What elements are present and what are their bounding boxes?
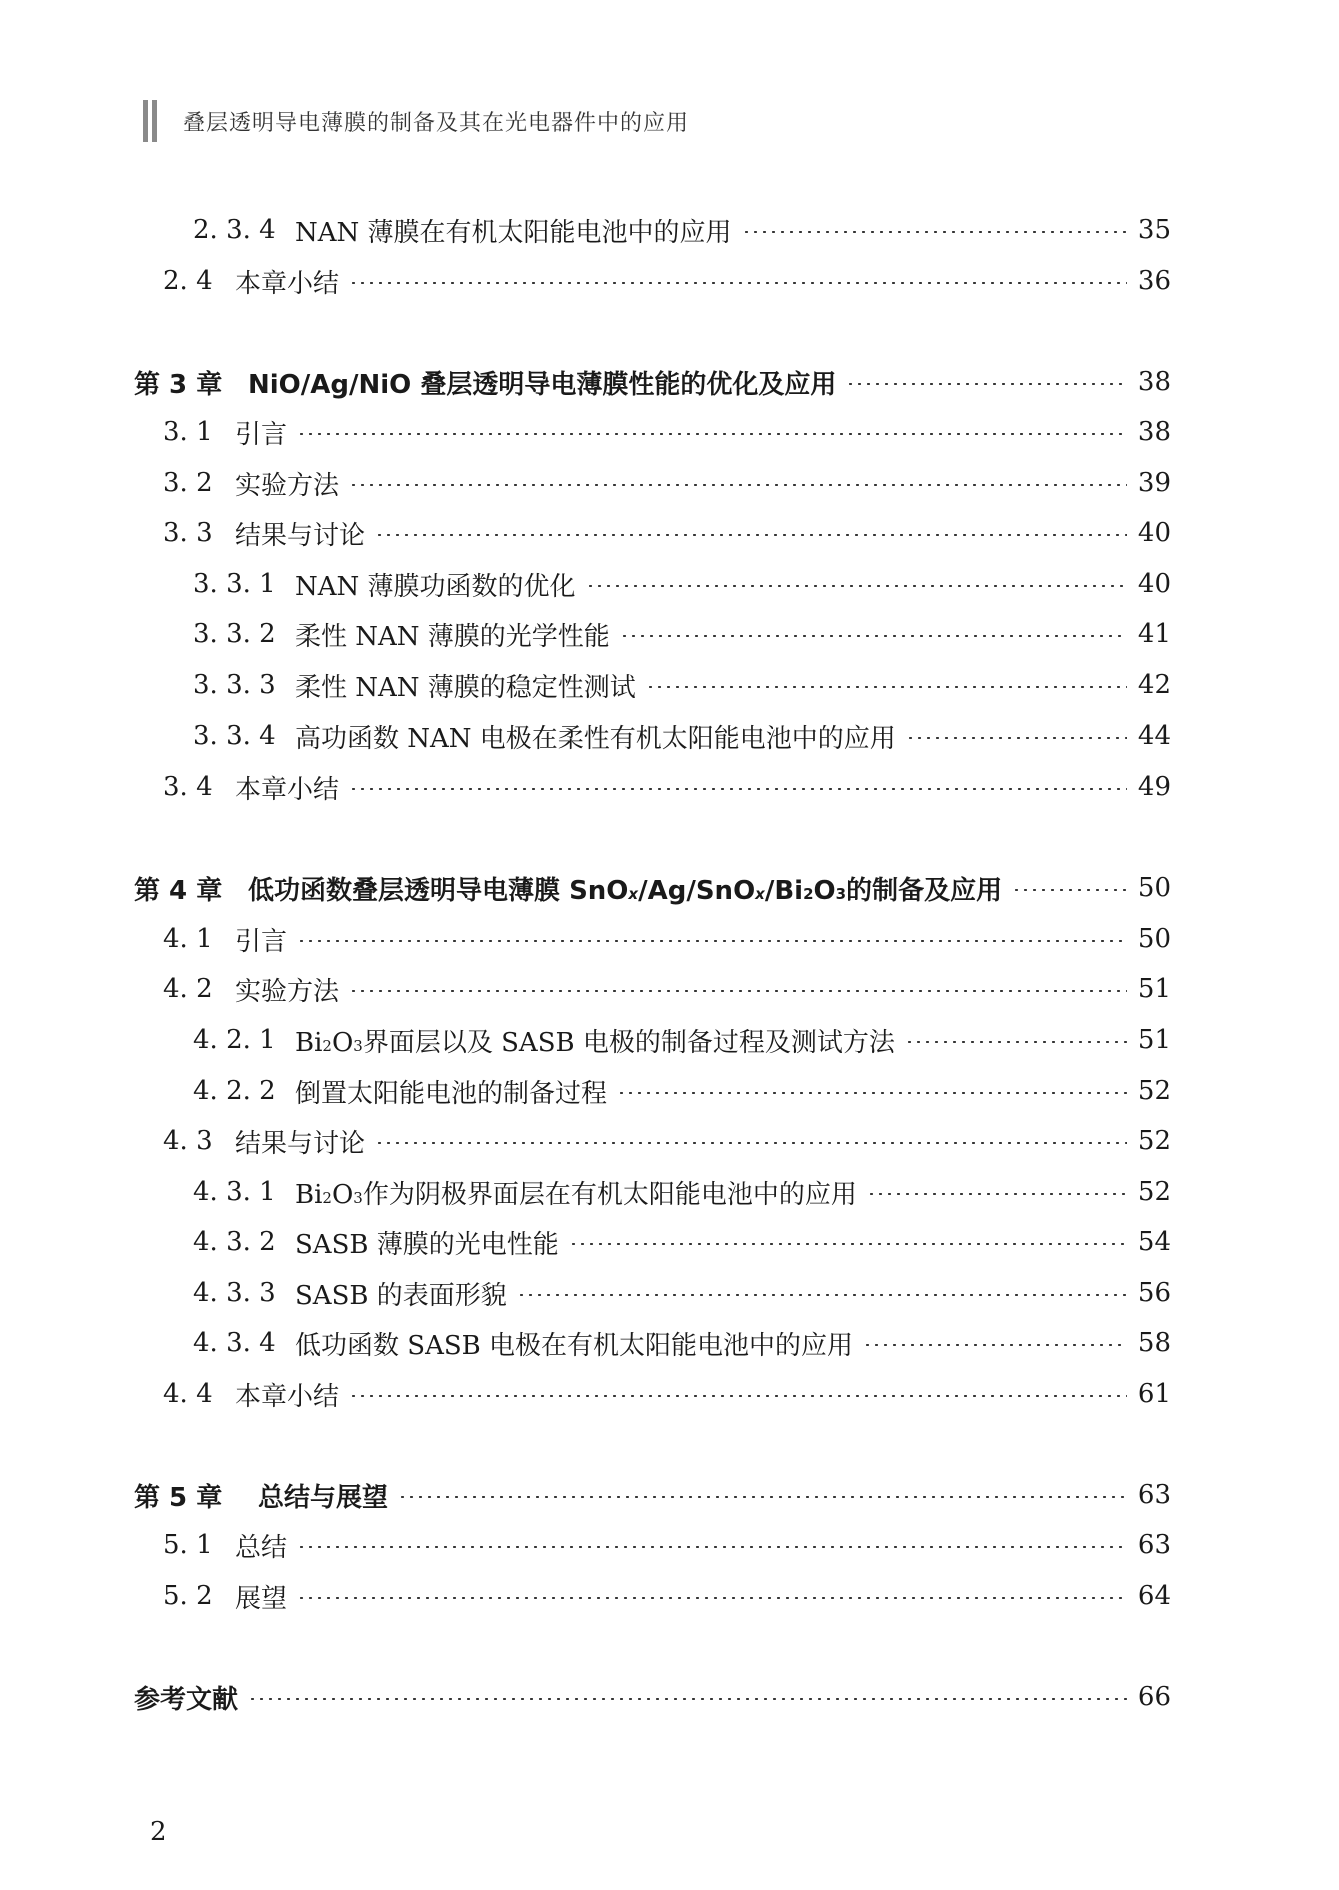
toc-leader-dots — [375, 1142, 1127, 1144]
toc-leader-dots — [297, 433, 1127, 435]
toc-entry-title: 高功函数 NAN 电极在柔性有机太阳能电池中的应用 — [295, 723, 896, 754]
toc-entry — [0, 562, 1339, 606]
toc-leader-dots — [248, 1698, 1127, 1700]
toc-entry-title: 总结与展望 — [258, 1482, 389, 1513]
toc-leader-dots — [349, 282, 1127, 284]
toc-entry — [0, 917, 1339, 961]
toc-entry-title: 总结 — [235, 1532, 288, 1563]
toc-entry — [0, 1321, 1339, 1365]
toc-entry-page: 44 — [1137, 721, 1171, 751]
toc-leader-dots — [867, 1193, 1127, 1195]
toc-entry-number: 2. 3. 4 — [193, 215, 276, 245]
toc-entry-title: 柔性 NAN 薄膜的稳定性测试 — [295, 672, 636, 703]
toc-entry-number: 4. 2. 1 — [193, 1025, 276, 1055]
toc-leader-dots — [297, 940, 1127, 942]
toc-entry-page: 49 — [1137, 772, 1171, 802]
toc-entry-title: 引言 — [235, 926, 288, 957]
toc-leader-dots — [863, 1344, 1127, 1346]
toc-entry-title: 低功函数 SASB 电极在有机太阳能电池中的应用 — [295, 1330, 854, 1361]
toc-entry-page: 66 — [1137, 1682, 1171, 1712]
toc-entry-title: NiO/Ag/NiO 叠层透明导电薄膜性能的优化及应用 — [248, 369, 837, 400]
toc-leader-dots — [846, 383, 1127, 385]
toc-entry-number: 3. 3. 3 — [193, 670, 276, 700]
toc-entry-page: 61 — [1137, 1379, 1171, 1409]
toc-entry-title: SASB 薄膜的光电性能 — [295, 1229, 559, 1260]
toc-entry-page: 39 — [1137, 468, 1171, 498]
toc-entry-page: 38 — [1137, 367, 1171, 397]
toc-leader-dots — [375, 534, 1127, 536]
toc-entry — [0, 208, 1339, 252]
toc-entry-number: 3. 3. 1 — [193, 569, 276, 599]
toc-entry-page: 52 — [1137, 1177, 1171, 1207]
toc-entry-page: 40 — [1137, 518, 1171, 548]
toc-entry-page: 56 — [1137, 1278, 1171, 1308]
toc-entry — [0, 461, 1339, 505]
toc-entry-number: 3. 2 — [163, 468, 213, 498]
toc-entry — [0, 1372, 1339, 1416]
toc-entry-title: 展望 — [235, 1583, 288, 1614]
toc-entry-number: 4. 3. 1 — [193, 1177, 276, 1207]
toc-leader-dots — [569, 1243, 1127, 1245]
toc-entry — [0, 714, 1339, 758]
toc-entry-number: 3. 4 — [163, 772, 213, 802]
toc-entry — [0, 1271, 1339, 1315]
toc-entry-page: 58 — [1137, 1328, 1171, 1358]
toc-entry-number: 4. 3. 4 — [193, 1328, 276, 1358]
toc-leader-dots — [349, 484, 1127, 486]
toc-entry-page: 64 — [1137, 1581, 1171, 1611]
toc-leader-dots — [906, 737, 1127, 739]
toc-entry-page: 63 — [1137, 1530, 1171, 1560]
page-number: 2 — [150, 1817, 167, 1847]
toc-entry-number: 4. 4 — [163, 1379, 213, 1409]
toc-leader-dots — [349, 1395, 1127, 1397]
toc-entry-title: Bi 2 O 3 界面层以及 SASB 电极的制备过程及测试方法 — [295, 1027, 895, 1058]
toc-entry — [0, 1069, 1339, 1113]
toc-entry — [0, 765, 1339, 809]
toc-entry-title: SASB 的表面形貌 — [295, 1280, 507, 1311]
toc-entry — [0, 1220, 1339, 1264]
toc-leader-dots — [297, 1597, 1127, 1599]
toc-entry-title: 本章小结 — [235, 1381, 340, 1412]
toc-entry-page: 41 — [1137, 619, 1171, 649]
toc-leader-dots — [586, 585, 1127, 587]
toc-entry-number: 第 4 章 — [134, 875, 223, 906]
toc-entry-number: 3. 3 — [163, 518, 213, 548]
toc-entry-title: 引言 — [235, 419, 288, 450]
toc-leader-dots — [349, 990, 1127, 992]
toc-entry — [0, 511, 1339, 555]
toc-entry-title: 低功函数叠层透明导电薄膜 SnO x /Ag/SnO x /Bi 2 O 3 的制备及应用 — [248, 875, 1003, 906]
toc-entry-title: 结果与讨论 — [235, 1128, 366, 1159]
toc-entry — [0, 1675, 1339, 1719]
toc-entry — [0, 866, 1339, 910]
toc-leader-dots — [742, 231, 1127, 233]
toc-leader-dots — [905, 1041, 1127, 1043]
toc-leader-dots — [398, 1496, 1127, 1498]
toc-leader-dots — [617, 1092, 1127, 1094]
toc-entry-page: 36 — [1137, 266, 1171, 296]
toc-entry — [0, 1018, 1339, 1062]
toc-entry-title: Bi 2 O 3 作为阴极界面层在有机太阳能电池中的应用 — [295, 1179, 857, 1210]
toc-entry-number: 2. 4 — [163, 266, 213, 296]
toc-entry — [0, 1574, 1339, 1618]
toc-entry-number: 4. 1 — [163, 924, 213, 954]
toc-entry-title: 实验方法 — [235, 470, 340, 501]
toc-entry-number: 第 5 章 — [134, 1482, 223, 1513]
toc-entry-page: 63 — [1137, 1480, 1171, 1510]
toc-entry-number: 4. 3. 3 — [193, 1278, 276, 1308]
toc-entry — [0, 1523, 1339, 1567]
toc-entry-number: 4. 3. 2 — [193, 1227, 276, 1257]
toc-entry — [0, 663, 1339, 707]
toc-entry-title: 本章小结 — [235, 268, 340, 299]
toc-entry-number: 4. 3 — [163, 1126, 213, 1156]
toc-entry-page: 50 — [1137, 873, 1171, 903]
toc-entry-title: 结果与讨论 — [235, 520, 366, 551]
toc-leader-dots — [297, 1546, 1127, 1548]
toc-entry — [0, 612, 1339, 656]
toc-entry-page: 52 — [1137, 1076, 1171, 1106]
toc-leader-dots — [1012, 889, 1127, 891]
toc-entry-page: 35 — [1137, 215, 1171, 245]
toc-entry-page: 38 — [1137, 417, 1171, 447]
toc-entry — [0, 360, 1339, 404]
toc-entry-number: 4. 2. 2 — [193, 1076, 276, 1106]
header-title: 叠层透明导电薄膜的制备及其在光电器件中的应用 — [183, 110, 690, 136]
toc-leader-dots — [349, 788, 1127, 790]
toc-entry — [0, 410, 1339, 454]
toc-entry-title: 参考文献 — [134, 1684, 239, 1715]
toc-entry-number: 3. 3. 2 — [193, 619, 276, 649]
toc-entry — [0, 967, 1339, 1011]
toc-entry-page: 52 — [1137, 1126, 1171, 1156]
toc-entry-number: 4. 2 — [163, 974, 213, 1004]
toc-leader-dots — [517, 1294, 1127, 1296]
toc-entry-number: 3. 3. 4 — [193, 721, 276, 751]
toc-entry-page: 42 — [1137, 670, 1171, 700]
toc-leader-dots — [620, 635, 1127, 637]
toc-entry-title: 柔性 NAN 薄膜的光学性能 — [295, 621, 610, 652]
toc-entry — [0, 1473, 1339, 1517]
toc-entry-number: 5. 1 — [163, 1530, 213, 1560]
toc-entry — [0, 1170, 1339, 1214]
toc-entry-number: 5. 2 — [163, 1581, 213, 1611]
toc-entry-number: 第 3 章 — [134, 369, 223, 400]
toc-entry-number: 3. 1 — [163, 417, 213, 447]
toc-entry-page: 54 — [1137, 1227, 1171, 1257]
toc-entry-page: 51 — [1137, 974, 1171, 1004]
toc-entry — [0, 259, 1339, 303]
toc-entry-title: NAN 薄膜功函数的优化 — [295, 571, 576, 602]
toc-entry — [0, 1119, 1339, 1163]
toc-entry-title: NAN 薄膜在有机太阳能电池中的应用 — [295, 217, 732, 248]
toc-entry-title: 本章小结 — [235, 774, 340, 805]
toc-leader-dots — [646, 686, 1127, 688]
toc-entry-title: 实验方法 — [235, 976, 340, 1007]
toc-entry-page: 50 — [1137, 924, 1171, 954]
toc-entry-page: 40 — [1137, 569, 1171, 599]
toc-entry-title: 倒置太阳能电池的制备过程 — [295, 1078, 608, 1109]
toc-entry-page: 51 — [1137, 1025, 1171, 1055]
